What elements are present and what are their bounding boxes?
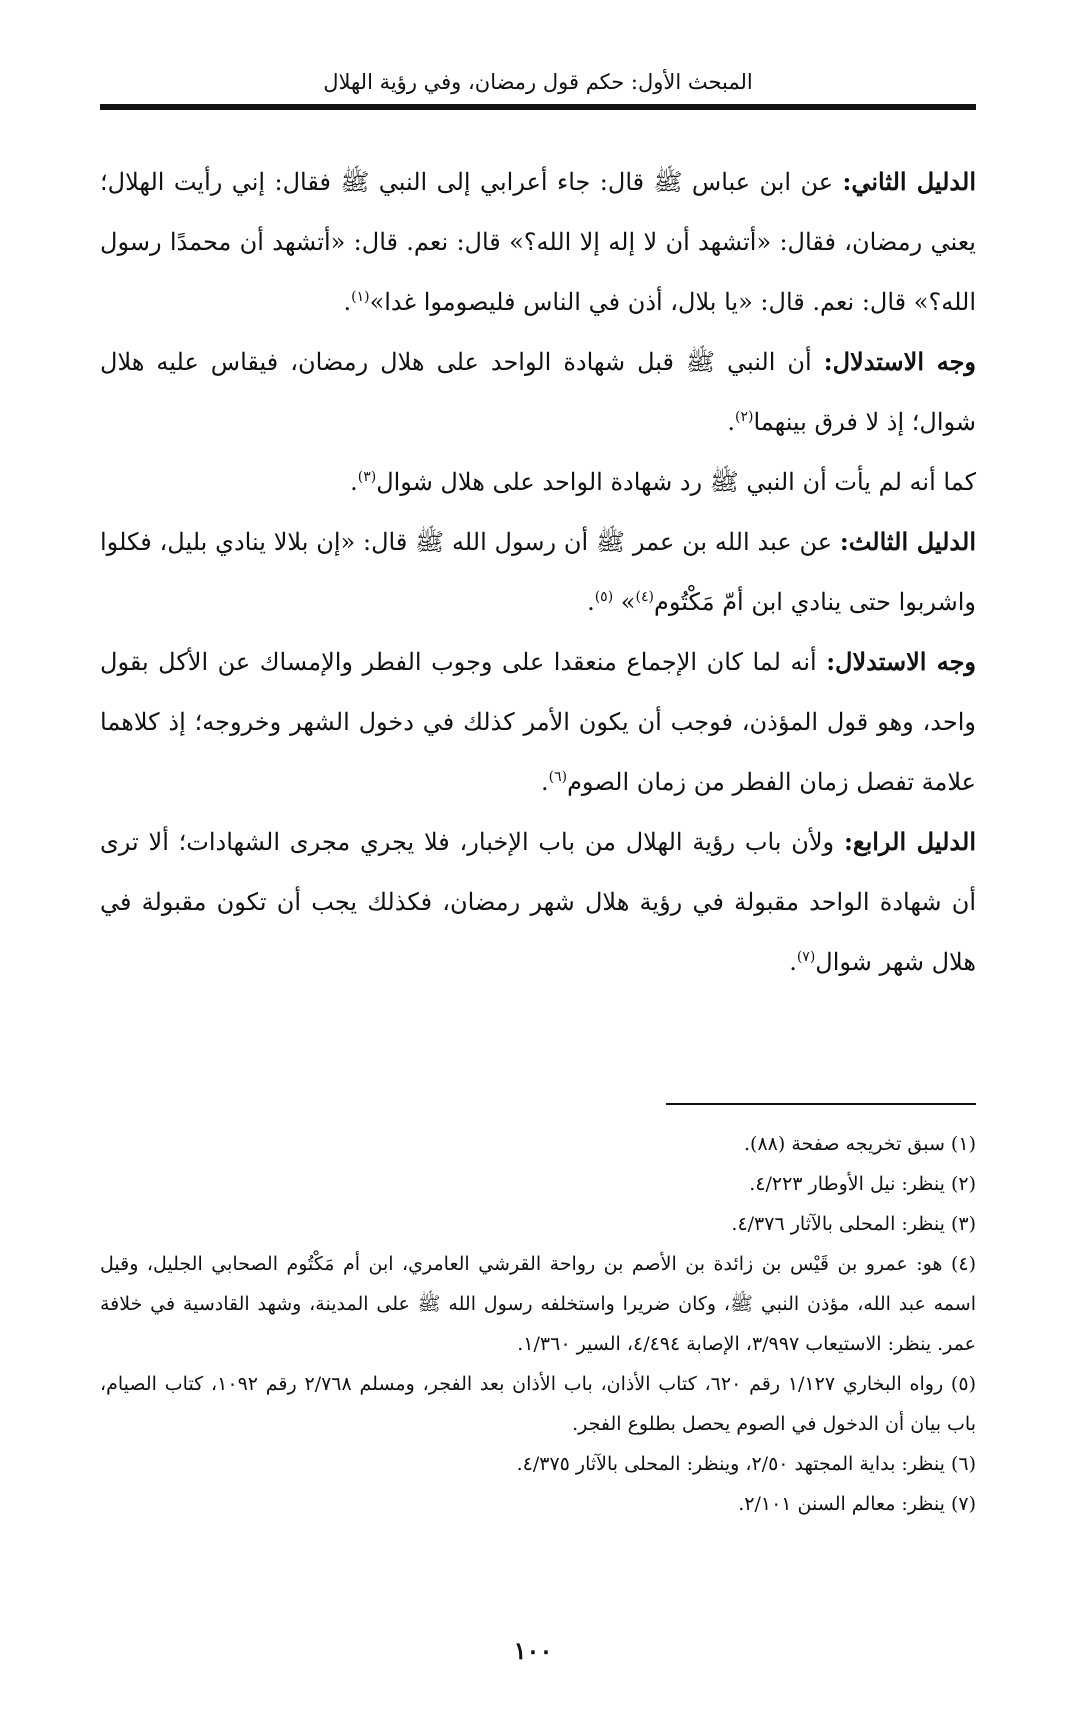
paragraph-inference-1: وجه الاستدلال: أن النبي ﷺ قبل شهادة الواحد على هلال رمضان، فيقاس عليه هلال شوال؛ إذ لا فرق بينهما$^{(٢)}$.: [100, 347, 977, 436]
footnotes: [100, 1124, 976, 1524]
paragraph-evidence-4: الدليل الرابع: ولأن باب رؤية الهلال من باب الإخبار، فلا يجري مجرى الشهادات؛ ألا ترى أن شهادة الواحد مقبولة في رؤية هلال شهر رمضان، فكذلك يجب أن تكون مقبولة في هلال شهر شوال$^{(٧)}$.: [100, 827, 976, 976]
footnote-ref-6[interactable]: (٦): [548, 769, 568, 785]
footnote-ref-5[interactable]: (٥): [594, 589, 614, 605]
footnote-ref-4[interactable]: (٤): [635, 589, 654, 605]
evidence-heading: الدليل الثالث:: [839, 527, 977, 556]
footnote-7: (٧) ينظر: معالم السنن ٢/١٠١.: [738, 1493, 976, 1515]
paragraph-inference-2: وجه الاستدلال: أنه لما كان الإجماع منعقدا على وجوب الفطر والإمساك عن الأكل بقول واحد، وهو قول المؤذن، فوجب أن يكون الأمر كذلك في دخول الشهر وخروجه؛ إذ كلاهما علامة تفصل زمان الفطر من زمان الصوم$^{(٦)}$.: [100, 647, 977, 796]
footnote-2: (٢) ينظر: نيل الأوطار ٤/٢٢٣.: [749, 1173, 976, 1195]
paragraph-text: كما أنه لم يأت أن النبي ﷺ رد شهادة الواحد على هلال شوال: [376, 468, 976, 496]
paragraph-text: ولأن باب رؤية الهلال من باب الإخبار، فلا يجري مجرى الشهادات؛ ألا ترى أن شهادة الواحد مقبولة في رؤية هلال شهر رمضان، فكذلك يجب أن تكون مقبولة في هلال شهر شوال: [100, 828, 976, 976]
footnote-ref-7[interactable]: (٧): [796, 949, 816, 965]
paragraph-evidence-3: الدليل الثالث: عن عبد الله بن عمر ﷺ أن رسول الله ﷺ قال: «إن بلالا ينادي بليل، فكلوا واشربوا حتى ينادي ابن أمّ مَكْتُوم$^{(٤)}$» $^{(٥)}$.: [100, 527, 977, 616]
paragraph-evidence-2: الدليل الثاني: عن ابن عباس ﷺ قال: جاء أعرابي إلى النبي ﷺ فقال: إني رأيت الهلال؛ يعني رمضان، فقال: «أتشهد أن لا إله إلا الله؟» قال: نعم. قال: «أتشهد أن محمدًا رسول الله؟» قال: نعم. قال: «يا بلال، أذن في الناس فليصوموا غدا»$^{(١)}$.: [100, 167, 976, 316]
main-text: [100, 152, 976, 992]
paragraph-addendum: كما أنه لم يأت أن النبي ﷺ رد شهادة الواحد على هلال شوال$^{(٣)}$.: [350, 468, 976, 496]
header-rule: [100, 104, 976, 110]
footnote-4: (٤) هو: عمرو بن قَيْس بن زائدة بن الأصم بن رواحة القرشي العامري، ابن أم مَكْتُوم الصحابي الجليل، وقيل اسمه عبد الله، مؤذن النبي ﷺ، وكان ضريرا واستخلفه رسول الله ﷺ على المدينة، وشهد القادسية في خلافة عمر. ينظر: الاستيعاب ٣/٩٩٧، الإصابة ٤/٤٩٤، السير ١/٣٦٠.: [100, 1253, 976, 1355]
paragraph-text: عن عبد الله بن عمر ﷺ أن رسول الله ﷺ قال: «إن بلالا ينادي بليل، فكلوا واشربوا حتى ينادي ابن أمّ مَكْتُوم: [100, 528, 976, 616]
paragraph-text: أنه لما كان الإجماع منعقدا على وجوب الفطر والإمساك عن الأكل بقول واحد، وهو قول المؤذن، فوجب أن يكون الأمر كذلك في دخول الشهر وخروجه؛ إذ كلاهما علامة تفصل زمان الفطر من زمان الصوم: [100, 648, 976, 796]
footnote-5: (٥) رواه البخاري ١/١٢٧ رقم ٦٢٠، كتاب الأذان، باب الأذان بعد الفجر، ومسلم ٢/٧٦٨ رقم ١٠٩٢، كتاب الصيام، باب بيان أن الدخول في الصوم يحصل بطلوع الفجر.: [100, 1373, 976, 1435]
footnote-ref-1[interactable]: (١): [351, 289, 370, 305]
page-header: [100, 64, 976, 110]
page-number: ١٠٠: [513, 1636, 553, 1665]
inference-heading: وجه الاستدلال:: [826, 647, 977, 676]
running-title: المبحث الأول: حكم قول رمضان، وفي رؤية الهلال: [323, 70, 753, 94]
paragraph-text: عن ابن عباس ﷺ قال: جاء أعرابي إلى النبي ﷺ فقال: إني رأيت الهلال؛ يعني رمضان، فقال: «أتشهد أن لا إله إلا الله؟» قال: نعم. قال: «أتشهد أن محمدًا رسول الله؟» قال: نعم. قال: «يا بلال، أذن في الناس فليصوموا غدا»: [100, 168, 976, 316]
paragraph-text: أن النبي ﷺ قبل شهادة الواحد على هلال رمضان، فيقاس عليه هلال شوال؛ إذ لا فرق بينهما: [100, 348, 976, 436]
footnote-3: (٣) ينظر: المحلى بالآثار ٤/٣٧٦.: [731, 1213, 976, 1235]
footnote-ref-2[interactable]: (٢): [734, 409, 754, 425]
footnote-ref-3[interactable]: (٣): [357, 469, 377, 485]
footnote-6: (٦) ينظر: بداية المجتهد ٢/٥٠، وينظر: المحلى بالآثار ٤/٣٧٥.: [516, 1453, 976, 1475]
evidence-heading: الدليل الرابع:: [843, 827, 976, 856]
footnotes-separator: [666, 1103, 976, 1105]
evidence-heading: الدليل الثاني:: [842, 167, 976, 196]
inference-heading: وجه الاستدلال:: [823, 347, 977, 376]
footnote-1: (١) سبق تخريجه صفحة (٨٨).: [744, 1133, 976, 1155]
